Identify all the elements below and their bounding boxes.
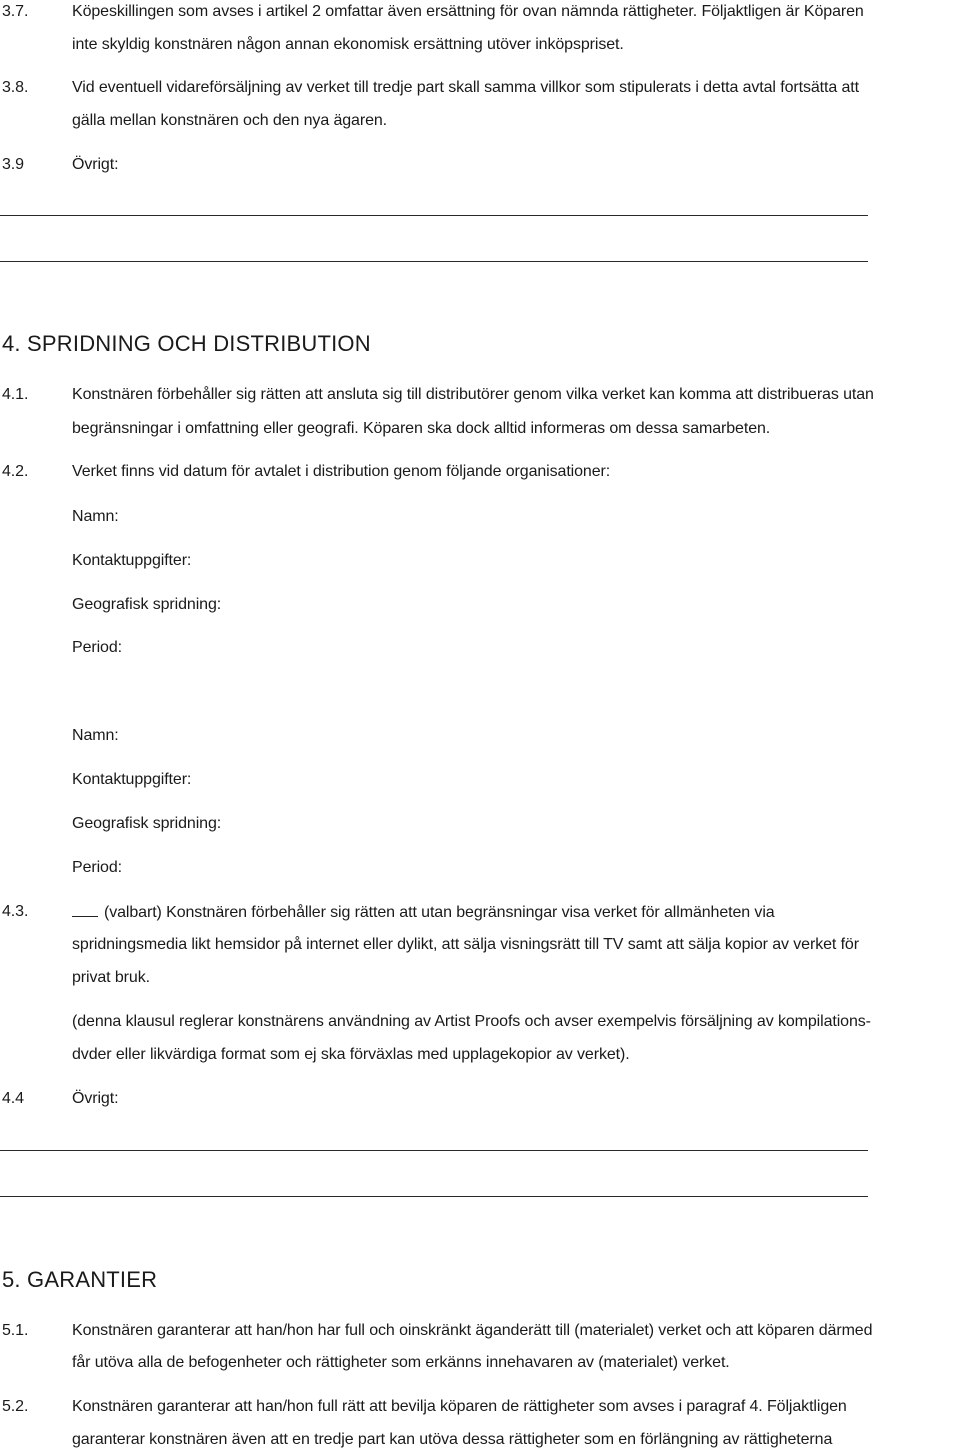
blank-line-3-9-b[interactable] bbox=[0, 261, 868, 262]
clause-4-1-line-2: begränsningar i omfattning eller geografi. Köparen ska dock alltid informeras om dessa samarbeten. bbox=[72, 420, 771, 437]
clause-5-2-line-1: Konstnären garanterar att han/hon full rätt att bevilja köparen de rättigheter som avses i paragraf 4. Följaktligen bbox=[72, 1398, 847, 1415]
org-2-geo-label: Geografisk spridning: bbox=[72, 815, 222, 832]
clause-4-3-line-2: spridningsmedia likt hemsidor på internet eller dylikt, att sälja visningsrätt till TV samt att sälja kopior av verket för bbox=[72, 936, 859, 953]
clause-3-8-line-2: gälla mellan konstnären och den nya ägaren. bbox=[72, 112, 388, 129]
blank-line-3-9-a[interactable] bbox=[0, 215, 868, 216]
clause-4-1-line-1: Konstnären förbehåller sig rätten att ansluta sig till distributörer genom vilka verket kan komma att distribueras utan bbox=[72, 386, 874, 403]
clause-5-1-line-2: får utöva alla de befogenheter och rättigheter som erkänns innehavaren av (materialet) verket. bbox=[72, 1354, 730, 1371]
org-2-name-label: Namn: bbox=[72, 727, 119, 744]
org-2-contact-label: Kontaktuppgifter: bbox=[72, 771, 192, 788]
blank-line-4-4-b[interactable] bbox=[0, 1196, 868, 1197]
clause-3-8-line-1: Vid eventuell vidareförsäljning av verket till tredje part skall samma villkor som stipulerats i detta avtal fortsätta att bbox=[72, 79, 859, 96]
optional-checkbox-blank[interactable] bbox=[72, 902, 98, 917]
clause-4-3-line-1-wrap bbox=[72, 902, 775, 923]
clause-3-9-label: Övrigt: bbox=[72, 156, 119, 173]
clause-number-4-4: 4.4 bbox=[2, 1090, 24, 1107]
clause-3-7-line-1: Köpeskillingen som avses i artikel 2 omfattar även ersättning för ovan nämnda rättigheter. Följaktligen är Köparen bbox=[72, 3, 864, 20]
section-5-heading: 5. GARANTIER bbox=[2, 1267, 158, 1292]
clause-number-3-8: 3.8. bbox=[2, 79, 29, 96]
clause-number-4-1: 4.1. bbox=[2, 386, 29, 403]
clause-4-3-line-3: privat bruk. bbox=[72, 969, 150, 986]
clause-4-3-note-line-2: dvder eller likvärdiga format som ej ska förväxlas med upplagekopior av verket). bbox=[72, 1046, 630, 1063]
clause-4-3-line-1: (valbart) Konstnären förbehåller sig rätten att utan begränsningar visa verket för allmänheten via bbox=[104, 904, 775, 921]
clause-5-2-line-2: garanterar konstnären även att en tredje part kan utöva dessa rättigheter som en förlängning av rättigheterna bbox=[72, 1431, 833, 1448]
org-2-period-label: Period: bbox=[72, 859, 122, 876]
clause-3-7-line-2: inte skyldig konstnären någon annan ekonomisk ersättning utöver inköpspriset. bbox=[72, 36, 624, 53]
clause-number-4-2: 4.2. bbox=[2, 463, 29, 480]
clause-number-3-7: 3.7. bbox=[2, 3, 29, 20]
clause-4-4-label: Övrigt: bbox=[72, 1090, 119, 1107]
clause-number-5-2: 5.2. bbox=[2, 1398, 29, 1415]
clause-5-1-line-1: Konstnären garanterar att han/hon har full och oinskränkt äganderätt till (materialet) verket och att köparen därmed bbox=[72, 1322, 873, 1339]
clause-number-3-9: 3.9 bbox=[2, 156, 24, 173]
org-1-geo-label: Geografisk spridning: bbox=[72, 596, 222, 613]
org-1-period-label: Period: bbox=[72, 639, 122, 656]
clause-4-2-line-1: Verket finns vid datum för avtalet i distribution genom följande organisationer: bbox=[72, 463, 611, 480]
clause-number-4-3: 4.3. bbox=[2, 903, 29, 920]
clause-number-5-1: 5.1. bbox=[2, 1322, 29, 1339]
org-1-contact-label: Kontaktuppgifter: bbox=[72, 552, 192, 569]
org-1-name-label: Namn: bbox=[72, 508, 119, 525]
clause-4-3-note-line-1: (denna klausul reglerar konstnärens användning av Artist Proofs och avser exempelvis försäljning av kompilations- bbox=[72, 1013, 871, 1030]
section-4-heading: 4. SPRIDNING OCH DISTRIBUTION bbox=[2, 331, 371, 356]
blank-line-4-4-a[interactable] bbox=[0, 1150, 868, 1151]
